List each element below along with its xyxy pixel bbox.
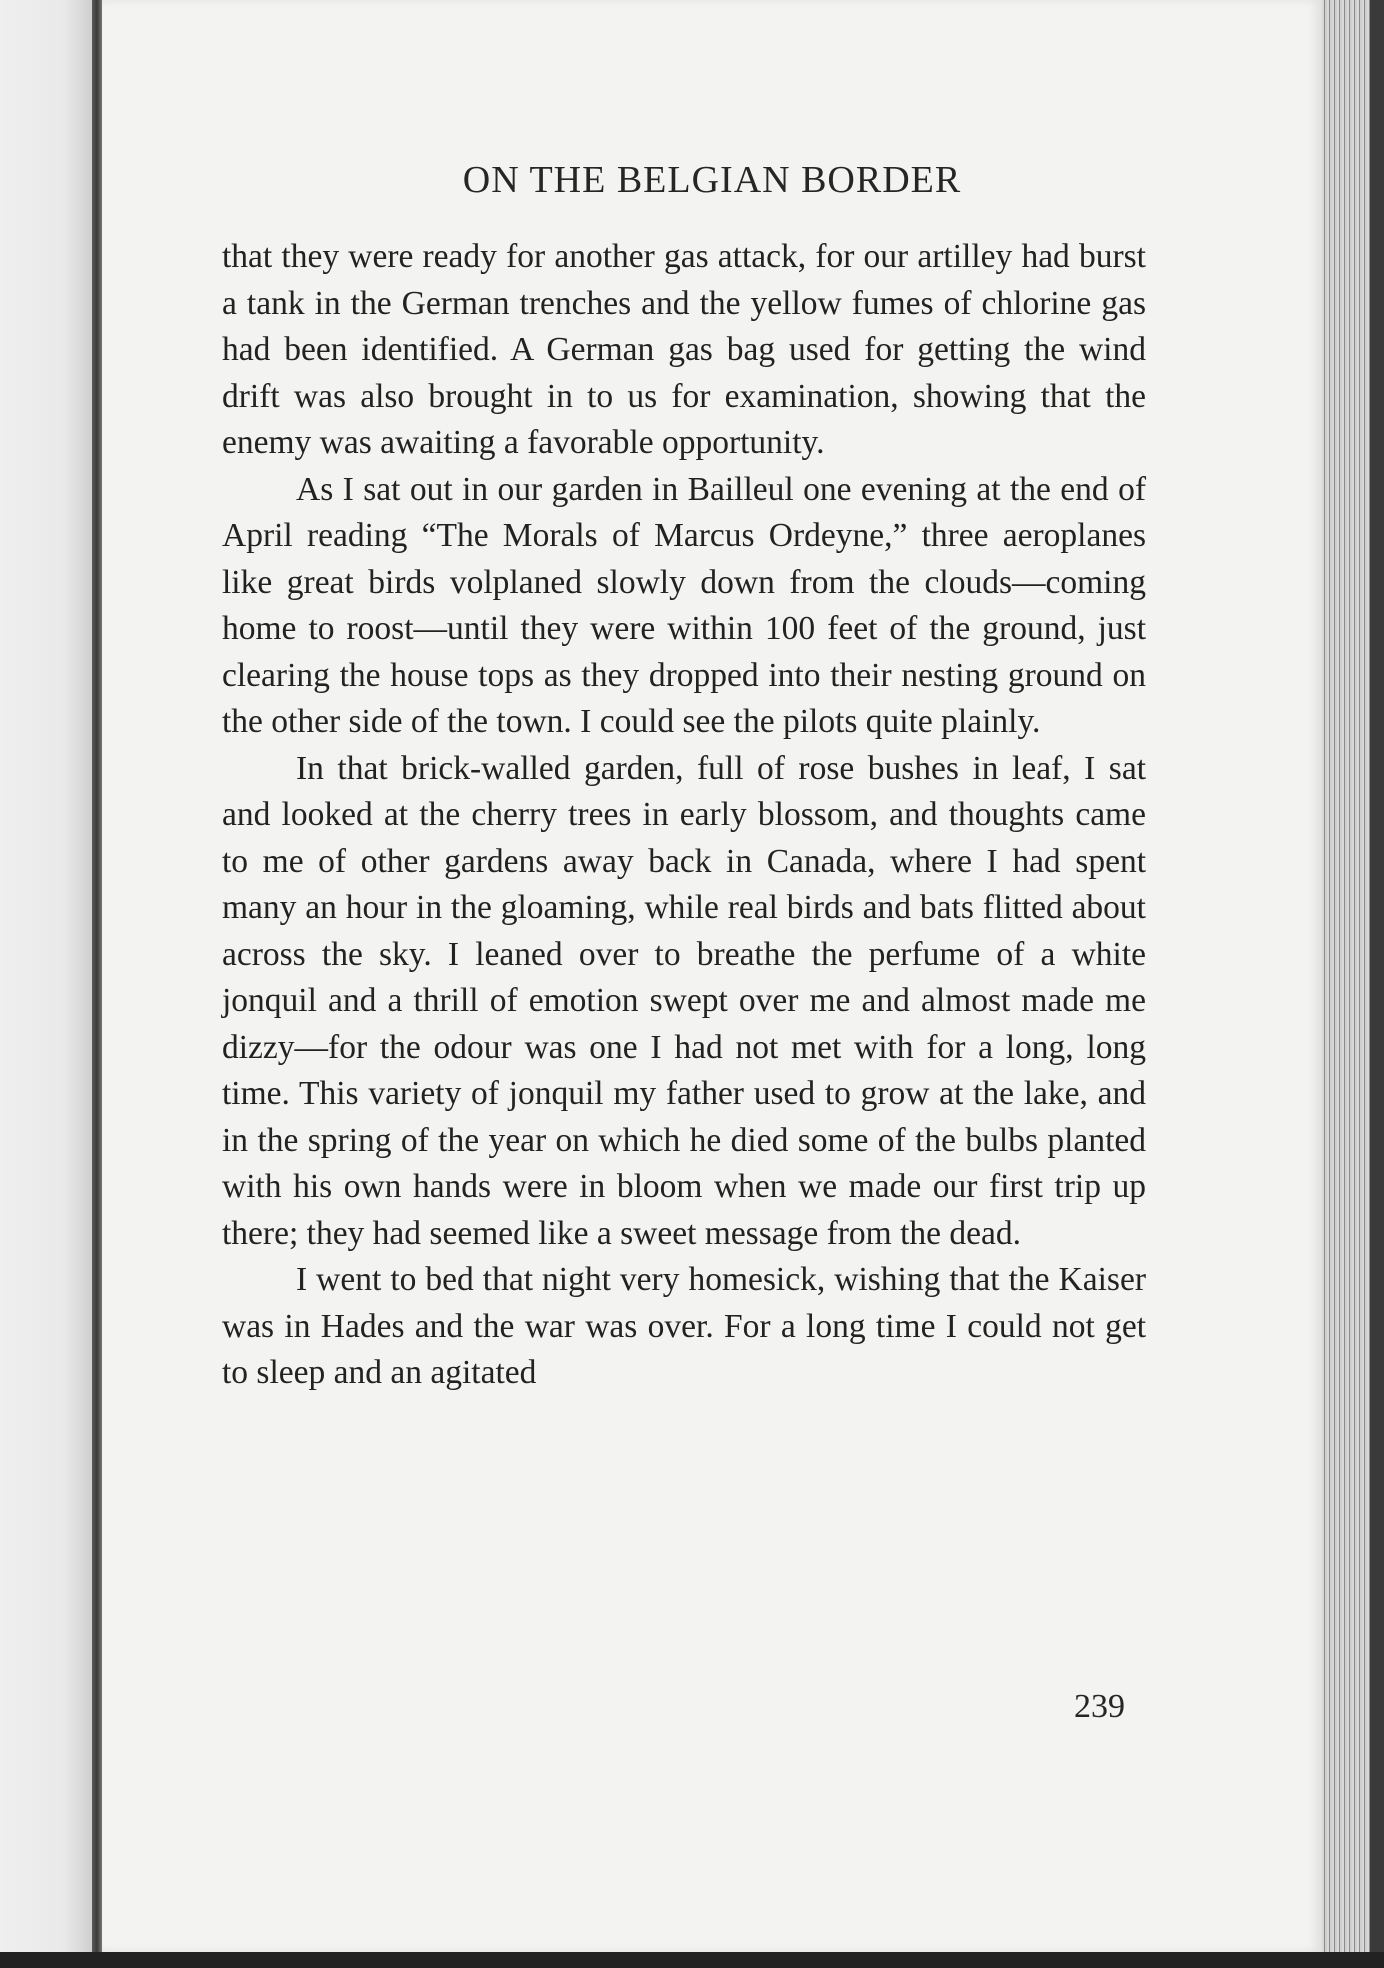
paragraph: As I sat out in our garden in Bailleul one evening at the end of April reading “The Morals of Marcus Ordeyne,” three aeroplanes like great birds volplaned slowly down from the clouds—coming home to roost—until they were within 100 feet of the ground, just clearing the house tops as they dropped into their nesting ground on the other side of the town. I could see the pilots quite plainly. (222, 470, 1146, 740)
body-text (222, 234, 1146, 1397)
page-stack-edge (1322, 0, 1384, 1968)
paragraph: I went to bed that night very homesick, wishing that the Kaiser was in Hades and the war was over. For a long time I could not get to sleep and an agitated (222, 1261, 1146, 1391)
book-gutter (92, 0, 102, 1968)
paragraph: In that brick-walled garden, full of rose bushes in leaf, I sat and looked at the cherry trees in early blossom, and thoughts came to me of other gardens away back in Canada, where I had spent many an hour in the gloaming, while real birds and bats flitted about across the sky. I leaned over to breathe the perfume of a white jonquil and a thrill of emotion swept over me and almost made me dizzy—for the odour was one I had not met with for a long, long time. This variety of jonquil my father used to grow at the lake, and in the spring of the year on which he died some of the bulbs planted with his own hands were in bloom when we made our first trip up there; they had seemed like a sweet message from the dead. (222, 749, 1146, 1252)
scan-bottom-border (0, 1952, 1384, 1968)
facing-page-edge (0, 0, 92, 1968)
paragraph: that they were ready for another gas attack, for our artilley had burst a tank in the German trenches and the yellow fumes of chlorine gas had been identified. A German gas bag used for getting the wind drift was also brought in to us for examination, showing that the enemy was awaiting a favorable opportunity. (222, 238, 1146, 461)
running-head: ON THE BELGIAN BORDER (462, 159, 962, 201)
page-number: 239 (1074, 1688, 1125, 1725)
